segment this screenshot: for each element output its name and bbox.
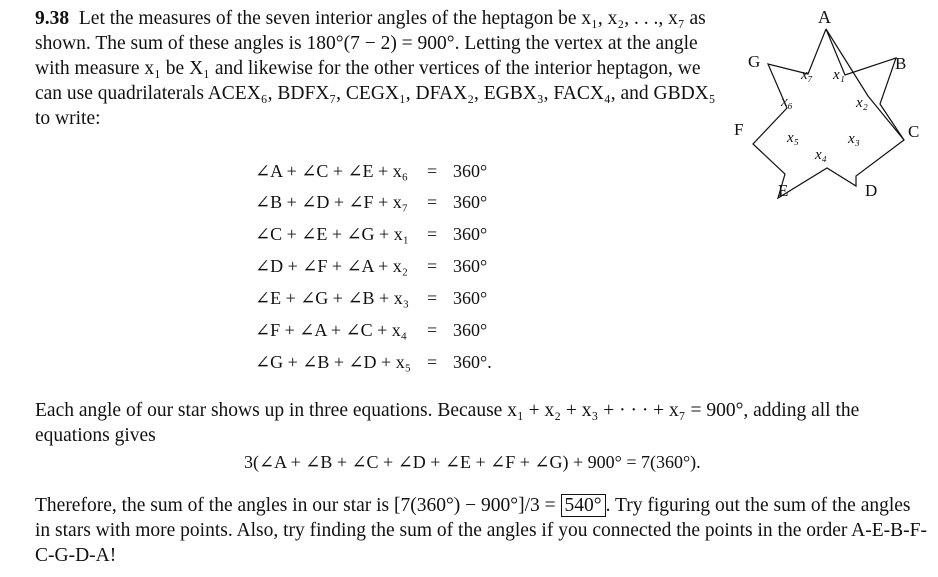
angle-label-x3: x₃ — [848, 131, 860, 147]
equation-row — [255, 251, 515, 281]
angle-label-x2: x₂ — [856, 95, 868, 111]
angle-label-x1: x₁ — [833, 67, 845, 83]
problem-number: 9.38 — [35, 8, 70, 29]
equation-rhs: 360° — [453, 161, 488, 181]
vertex-label-e: E — [778, 181, 789, 200]
heptagram-figure — [725, 0, 938, 205]
equation-row — [255, 315, 515, 345]
vertex-label-c: C — [908, 122, 920, 141]
conclusion-before: Therefore, the sum of the angles in our star is [7(360°) − 900°]/3 = — [35, 495, 561, 516]
equation-lhs: ∠E + ∠G + ∠B + x₃ — [255, 288, 409, 308]
angle-label-x7: x₇ — [801, 67, 813, 83]
equation-rhs: 360° — [453, 192, 488, 212]
equation-row — [255, 283, 515, 313]
equals-sign: = — [427, 288, 438, 308]
conclusion-after: . Try figuring out the sum of the angles in stars with more points. Also, try finding the sum of the angles if you connected the points in the order A-E-B-F-C-G-D-A! — [35, 495, 927, 566]
equals-sign: = — [427, 192, 438, 212]
equation-rhs: 360° — [453, 224, 488, 244]
star-outline-right — [826, 29, 907, 140]
angle-label-x6: x₆ — [781, 94, 793, 110]
equals-sign: = — [427, 256, 438, 276]
equation-lhs: ∠B + ∠D + ∠F + x₇ — [255, 192, 408, 212]
boxed-answer: 540° — [561, 494, 606, 517]
equals-sign: = — [427, 161, 438, 181]
equation-row — [255, 219, 515, 249]
equation-row — [255, 187, 515, 217]
equation-row — [255, 156, 515, 186]
equation-row — [255, 347, 515, 377]
vertex-label-f: F — [734, 120, 744, 139]
equation-lhs: ∠A + ∠C + ∠E + x₆ — [255, 161, 408, 181]
angle-label-x5: x₅ — [787, 130, 799, 146]
star-outline — [753, 29, 907, 198]
equation-rhs: 360° — [453, 256, 488, 276]
equation-rhs: 360° — [453, 320, 488, 340]
angle-label-x4: x₄ — [815, 147, 827, 163]
equation-rhs: 360° — [453, 288, 488, 308]
vertex-label-a: A — [818, 7, 831, 27]
problem-intro-text: Let the measures of the seven interior angles of the heptagon be x₁, x₂, . . ., x₇ as shown. The sum of these angles is 180°(7 − 2) = 900°. Letting the vertex at the angle with measure x₁ be X₁ and likewise for the other vertices of the interior heptagon, we can use quadrilaterals ACEX₆, BDFX₇, CEGX₁, DFAX₂, EGBX₃, FACX₄, and GBDX₅ to write: — [35, 8, 716, 129]
equation-rhs: 360°. — [453, 352, 492, 372]
conclusion-text — [35, 493, 930, 568]
equation-lhs: ∠F + ∠A + ∠C + x₄ — [255, 320, 407, 340]
display-equation: 3(∠A + ∠B + ∠C + ∠D + ∠E + ∠F + ∠G) + 900° = 7(360°). — [244, 452, 701, 472]
after-equations-text: Each angle of our star shows up in three equations. Because x₁ + x₂ + x₃ + · · · + x₇ = 900°, adding all the equations gives — [35, 400, 860, 446]
equation-lhs: ∠D + ∠F + ∠A + x₂ — [255, 256, 408, 276]
equals-sign: = — [427, 352, 438, 372]
equals-sign: = — [427, 320, 438, 340]
equation-lhs: ∠G + ∠B + ∠D + x₅ — [255, 352, 411, 372]
vertex-label-b: B — [895, 54, 907, 73]
problem-intro — [35, 6, 720, 131]
equals-sign: = — [427, 224, 438, 244]
equation-lhs: ∠C + ∠E + ∠G + x₁ — [255, 224, 409, 244]
vertex-label-g: G — [748, 52, 761, 71]
vertex-label-d: D — [865, 181, 878, 200]
